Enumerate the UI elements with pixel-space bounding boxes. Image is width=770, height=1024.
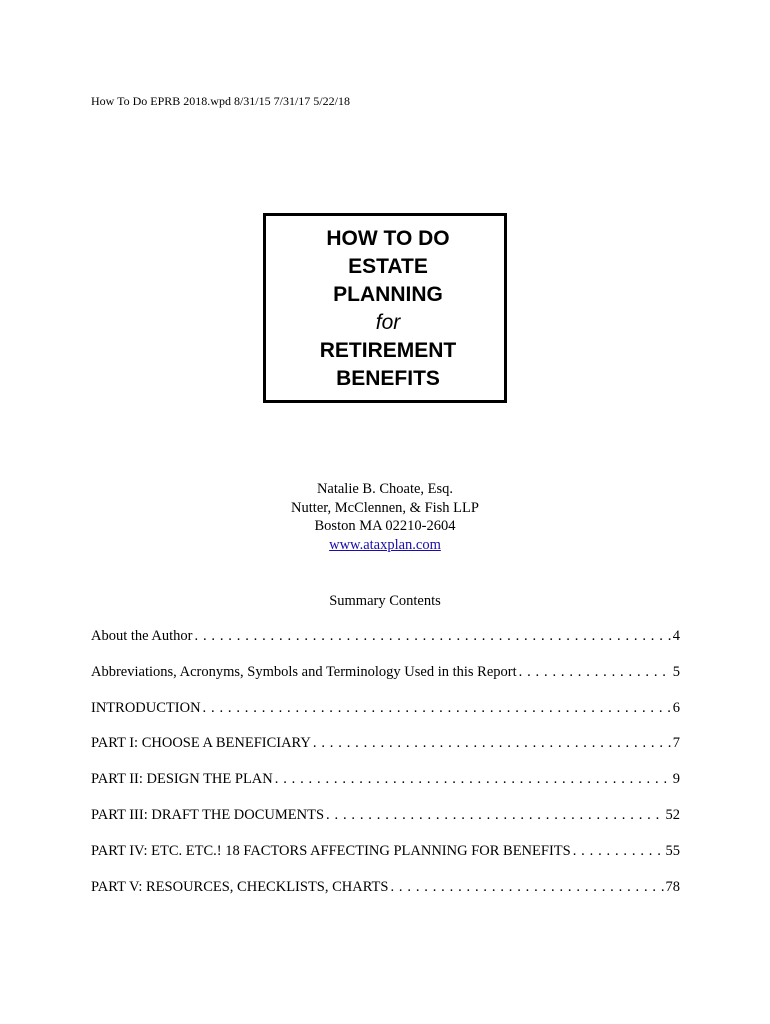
toc-entry-title: About the Author: [91, 628, 193, 644]
summary-contents-list: [91, 628, 680, 914]
toc-entry-title: PART IV: ETC. ETC.! 18 FACTORS AFFECTING PLANNING FOR BENEFITS: [91, 842, 571, 859]
toc-dot-leader: [195, 628, 671, 645]
toc-entry-part-5[interactable]: [91, 879, 680, 915]
toc-entry-title: PART II: DESIGN THE PLAN: [91, 771, 273, 788]
toc-entry-page: 4: [672, 628, 680, 644]
author-firm: Nutter, McClennen, & Fish LLP: [291, 499, 479, 516]
document-file-header: How To Do EPRB 2018.wpd 8/31/15 7/31/17 5/22/18: [91, 94, 350, 108]
toc-entry-title: INTRODUCTION: [91, 699, 201, 716]
toc-entry-page: 78: [665, 878, 680, 895]
toc-dot-leader: [390, 879, 663, 896]
toc-entry-page: 6: [672, 699, 680, 716]
toc-dot-leader: [326, 807, 663, 824]
author-name: Natalie B. Choate, Esq.: [316, 481, 454, 497]
toc-entry-part-3[interactable]: [91, 807, 680, 843]
toc-entry-page: 9: [672, 771, 680, 788]
toc-dot-leader: [203, 700, 671, 717]
toc-entry-title: PART I: CHOOSE A BENEFICIARY: [91, 735, 311, 752]
title-line-2: ESTATE: [348, 255, 428, 278]
toc-entry-page: 55: [665, 842, 680, 859]
toc-dot-leader: [519, 664, 671, 681]
author-block: [0, 480, 770, 554]
toc-entry-abbreviations[interactable]: [91, 664, 680, 700]
title-line-3: PLANNING: [333, 283, 443, 306]
toc-entry-title: Abbreviations, Acronyms, Symbols and Terminology Used in this Report: [91, 663, 517, 680]
toc-dot-leader: [313, 735, 671, 752]
toc-dot-leader: [573, 843, 664, 860]
toc-entry-about-author[interactable]: [91, 628, 680, 664]
toc-entry-part-1[interactable]: [91, 735, 680, 771]
title-line-1: HOW TO DO: [326, 227, 450, 250]
title-line-6: BENEFITS: [336, 367, 440, 390]
toc-dot-leader: [275, 771, 671, 788]
title-line-5: RETIREMENT: [319, 339, 457, 362]
title-line-for: for: [375, 311, 401, 334]
toc-entry-part-2[interactable]: [91, 771, 680, 807]
toc-entry-page: 7: [672, 735, 680, 752]
toc-entry-part-4[interactable]: [91, 843, 680, 879]
author-website-link[interactable]: www.ataxplan.com: [329, 536, 441, 553]
toc-entry-introduction[interactable]: [91, 700, 680, 736]
author-address: Boston MA 02210-2604: [314, 518, 456, 534]
toc-entry-title: PART V: RESOURCES, CHECKLISTS, CHARTS: [91, 878, 389, 895]
toc-entry-page: 52: [665, 806, 680, 823]
toc-entry-title: PART III: DRAFT THE DOCUMENTS: [91, 806, 325, 823]
toc-entry-page: 5: [672, 663, 680, 680]
summary-contents-heading: Summary Contents: [329, 593, 441, 609]
title-box: [263, 213, 507, 403]
